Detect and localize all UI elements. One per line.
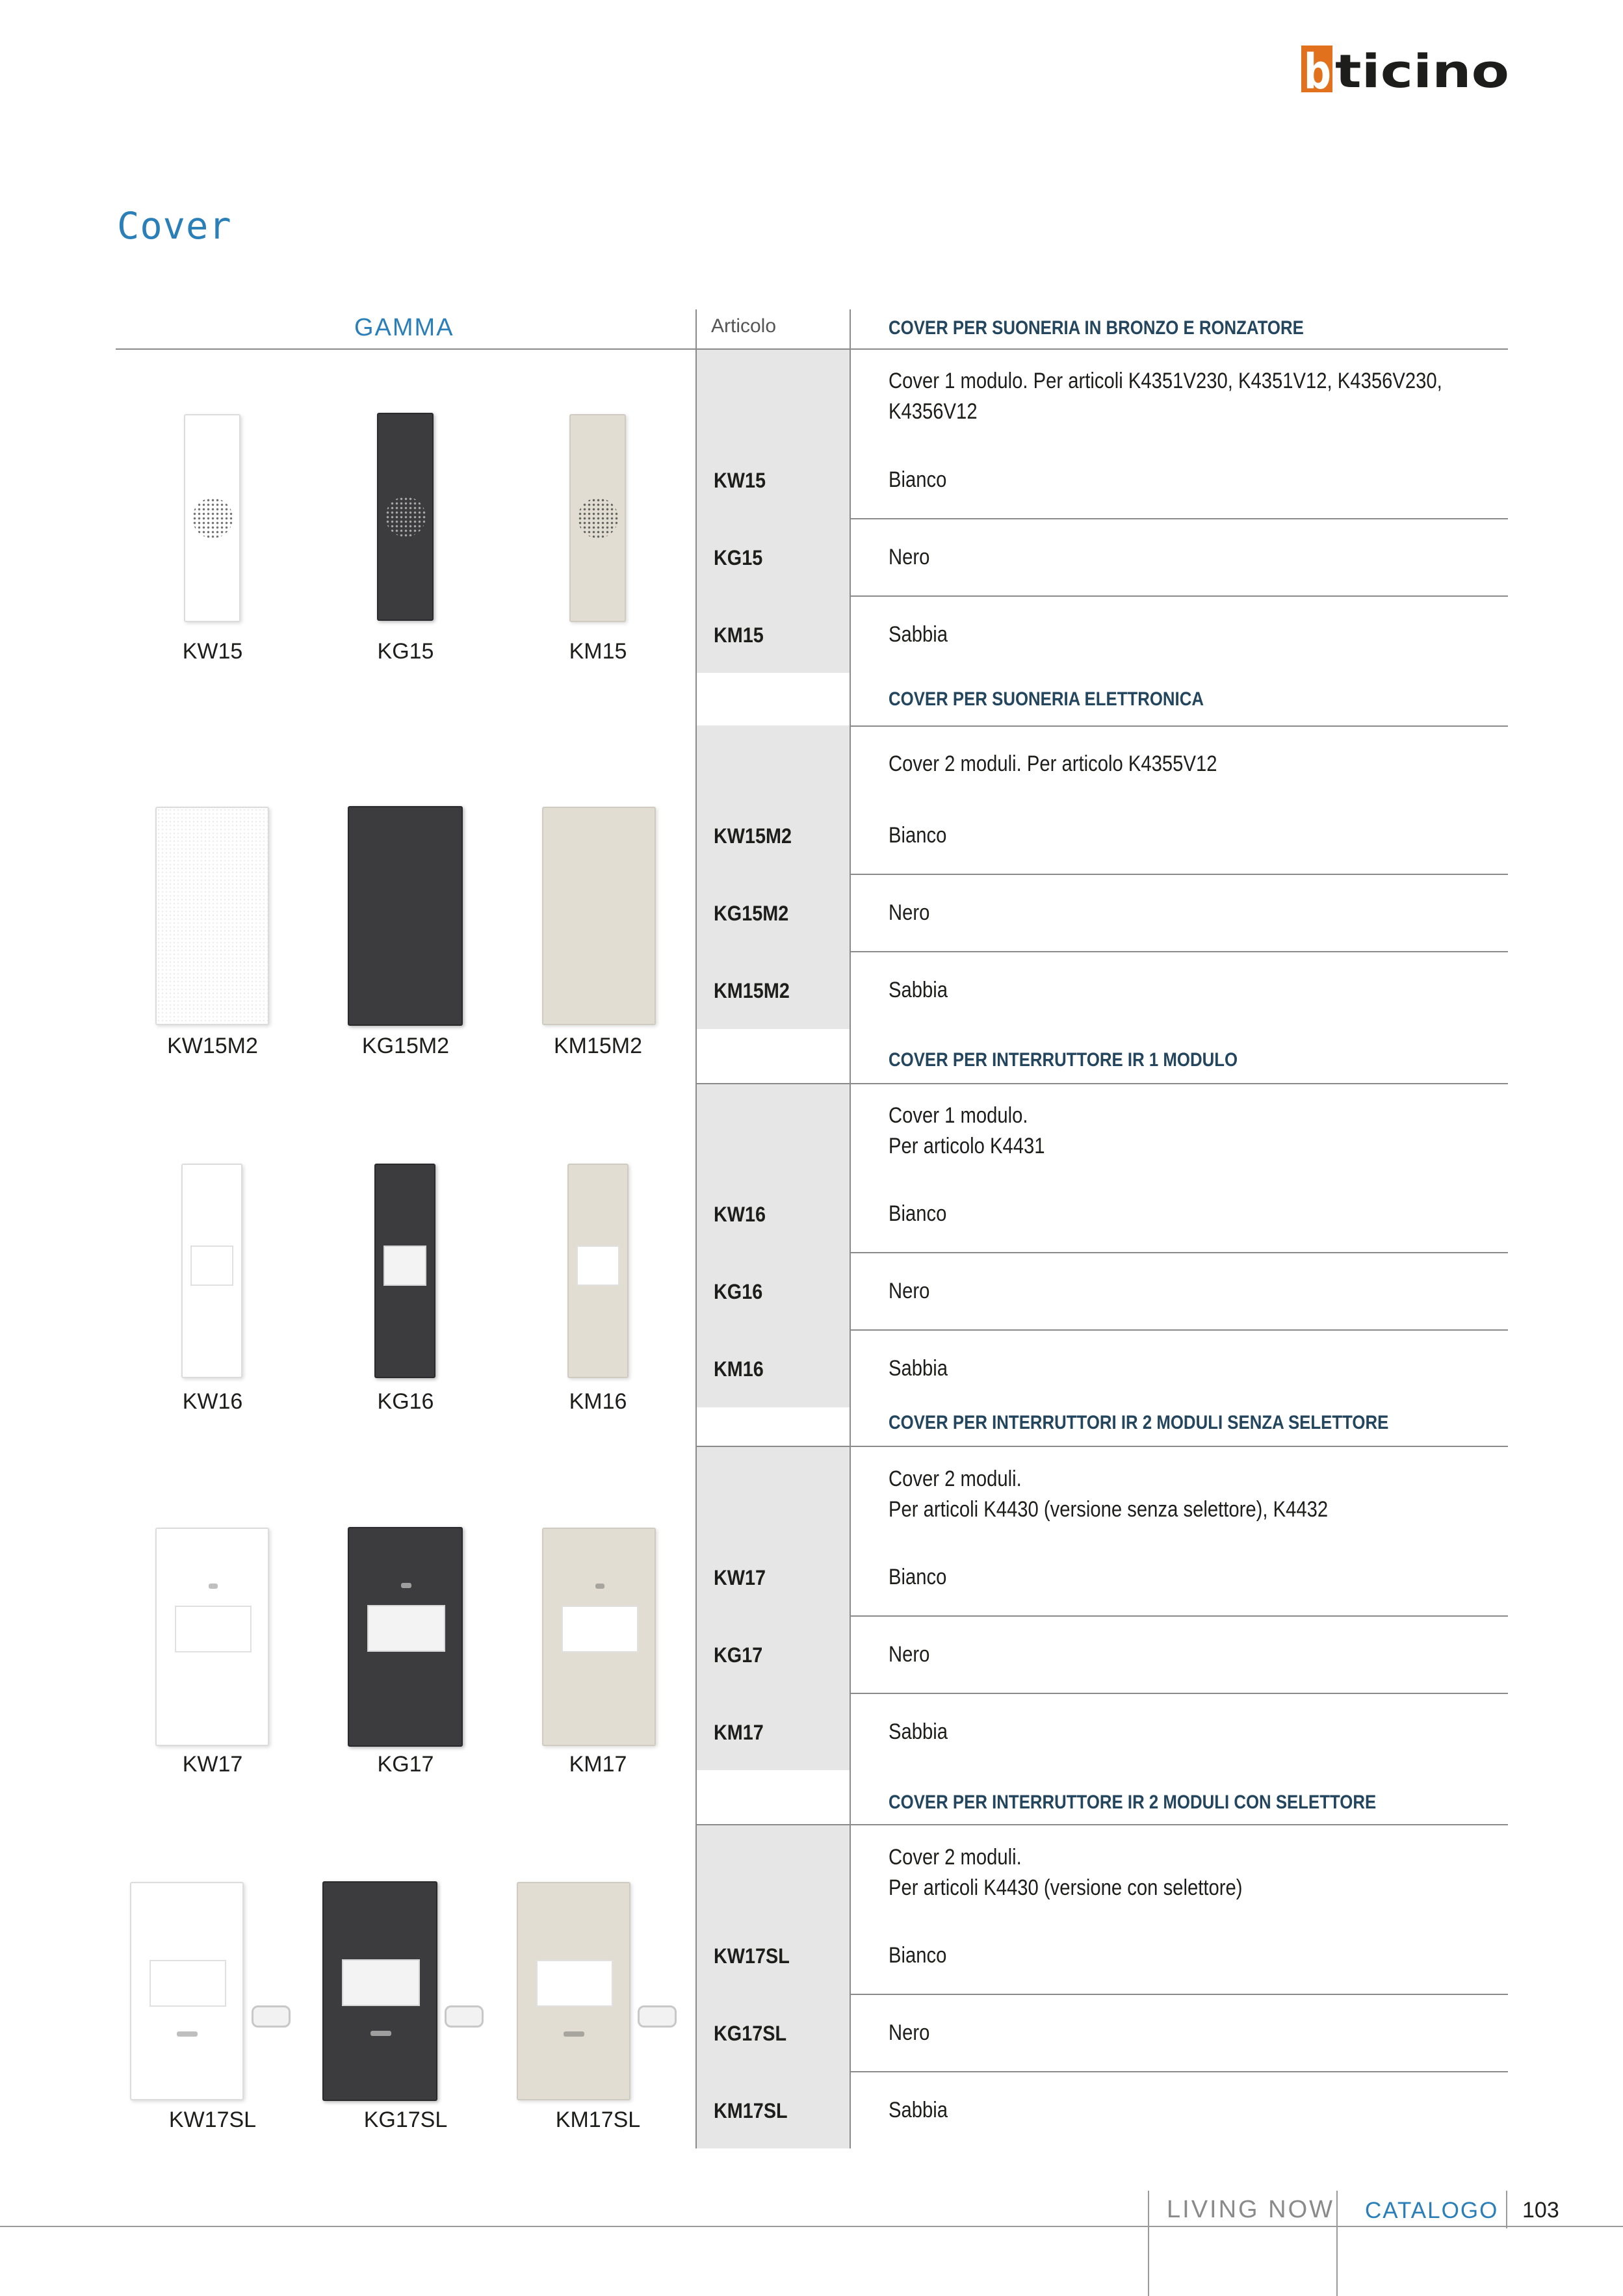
footer-section: CATALOGO: [1365, 2198, 1499, 2223]
footer-divider: [1148, 2191, 1149, 2296]
article-code: KW17SL: [714, 1944, 790, 1968]
product-image-km15: [569, 414, 626, 622]
product-image-kw17sl: [130, 1882, 244, 2100]
footer-divider: [1506, 2191, 1507, 2228]
article-code: KG17SL: [714, 2022, 787, 2045]
page-title: Cover: [117, 205, 232, 248]
footer-divider: [1336, 2191, 1338, 2296]
section-title: COVER PER INTERRUTTORE IR 1 MODULO: [889, 1049, 1238, 1071]
section-description: Cover 2 moduli. Per articolo K4355V12: [889, 751, 1217, 776]
article-color: Sabbia: [889, 1719, 948, 1744]
section-description: Cover 1 modulo. Per articolo K4431: [889, 1103, 1045, 1158]
article-color: Nero: [889, 545, 930, 569]
product-label: KG17: [377, 1752, 434, 1777]
bticino-logo: [1301, 46, 1511, 92]
product-image-km17: [542, 1528, 656, 1746]
row-rule: [851, 1329, 1508, 1331]
gamma-header: GAMMA: [354, 314, 454, 341]
page-number: 103: [1522, 2198, 1559, 2223]
selector-switch: [252, 2005, 291, 2028]
article-color: Nero: [889, 1279, 930, 1303]
article-color: Nero: [889, 2020, 930, 2045]
article-code: KM16: [714, 1357, 764, 1381]
article-code: KM17SL: [714, 2099, 788, 2122]
footer-series: LIVING NOW: [1167, 2196, 1335, 2223]
row-rule: [851, 1994, 1508, 1995]
section-description: Cover 2 moduli. Per articoli K4430 (versione senza selettore), K4432: [889, 1467, 1329, 1522]
section-title: COVER PER INTERRUTTORI IR 2 MODULI SENZA SELETTORE: [889, 1412, 1389, 1433]
product-image-kw15m2: [155, 807, 269, 1025]
product-label: KG15M2: [361, 1034, 450, 1058]
product-label: KM15: [569, 639, 627, 664]
row-rule: [851, 1252, 1508, 1253]
product-label: KM17SL: [555, 2107, 641, 2132]
product-label: KW17SL: [168, 2107, 257, 2132]
column-divider: [695, 309, 697, 2148]
article-color: Nero: [889, 1642, 930, 1667]
article-code: KW15M2: [714, 824, 792, 848]
articolo-header: Articolo: [711, 315, 777, 337]
article-color: Bianco: [889, 1943, 947, 1968]
product-image-kg17sl: [322, 1881, 437, 2101]
article-color: Nero: [889, 900, 930, 925]
article-code: KM15: [714, 623, 764, 647]
row-rule: [697, 1083, 1508, 1084]
product-image-kw17: [155, 1528, 269, 1746]
selector-switch: [638, 2005, 677, 2028]
product-image-km17sl: [517, 1882, 630, 2100]
product-label: KG16: [377, 1389, 434, 1414]
article-color: Sabbia: [889, 978, 948, 1002]
article-color: Bianco: [889, 1201, 947, 1226]
product-image-km15m2: [542, 807, 656, 1025]
product-image-kg17: [348, 1527, 463, 1747]
article-code: KG16: [714, 1280, 763, 1303]
article-code: KM17: [714, 1721, 764, 1744]
article-code: KW17: [714, 1566, 766, 1589]
article-code: KG15: [714, 546, 763, 569]
product-image-km16: [567, 1164, 629, 1378]
article-code: KG15M2: [714, 902, 789, 925]
section-title: COVER PER SUONERIA ELETTRONICA: [889, 688, 1204, 710]
row-rule: [697, 1446, 1508, 1447]
product-image-kw15: [184, 414, 240, 622]
row-rule: [851, 2071, 1508, 2072]
product-image-kg15: [377, 413, 434, 621]
product-label: KW15: [182, 639, 243, 664]
article-code: KG17: [714, 1643, 763, 1667]
article-color: Sabbia: [889, 622, 948, 647]
article-code: KW15: [714, 469, 766, 492]
selector-switch: [445, 2005, 484, 2028]
row-rule: [851, 951, 1508, 952]
section-description: Cover 2 moduli. Per articoli K4430 (versione con selettore): [889, 1845, 1243, 1900]
section-title: COVER PER INTERRUTTORE IR 2 MODULI CON SELETTORE: [889, 1792, 1377, 1813]
product-image-kg16: [374, 1164, 435, 1378]
row-rule: [851, 874, 1508, 875]
article-code: KW16: [714, 1203, 766, 1226]
article-color: Bianco: [889, 467, 947, 492]
product-image-kw16: [181, 1164, 242, 1378]
row-rule: [851, 725, 1508, 727]
product-label: KG15: [377, 639, 434, 664]
product-label: KW15M2: [167, 1034, 258, 1058]
article-color: Bianco: [889, 823, 947, 848]
row-rule: [851, 595, 1508, 597]
product-label: KG17SL: [363, 2107, 448, 2132]
product-label: KW16: [182, 1389, 243, 1414]
article-color: Sabbia: [889, 2098, 948, 2122]
article-color: Sabbia: [889, 1356, 948, 1381]
row-rule: [851, 1615, 1508, 1617]
section-title: COVER PER SUONERIA IN BRONZO E RONZATORE: [889, 317, 1304, 339]
product-label: KM17: [569, 1752, 627, 1777]
product-image-kg15m2: [348, 806, 463, 1026]
product-label: KW17: [182, 1752, 243, 1777]
article-color: Bianco: [889, 1565, 947, 1589]
article-code: KM15M2: [714, 979, 790, 1002]
footer-rule: [0, 2226, 1623, 2227]
svg-text:b: b: [1304, 46, 1331, 92]
product-label: KM16: [569, 1389, 627, 1414]
column-divider: [850, 309, 851, 2148]
svg-text:ticino: ticino: [1335, 46, 1509, 92]
row-rule: [697, 1824, 1508, 1825]
row-rule: [851, 1693, 1508, 1694]
section-description: Cover 1 modulo. Per articoli K4351V230, K4351V12, K4356V230, K4356V12: [889, 369, 1442, 424]
product-label: KM15M2: [553, 1034, 643, 1058]
row-rule: [851, 518, 1508, 519]
